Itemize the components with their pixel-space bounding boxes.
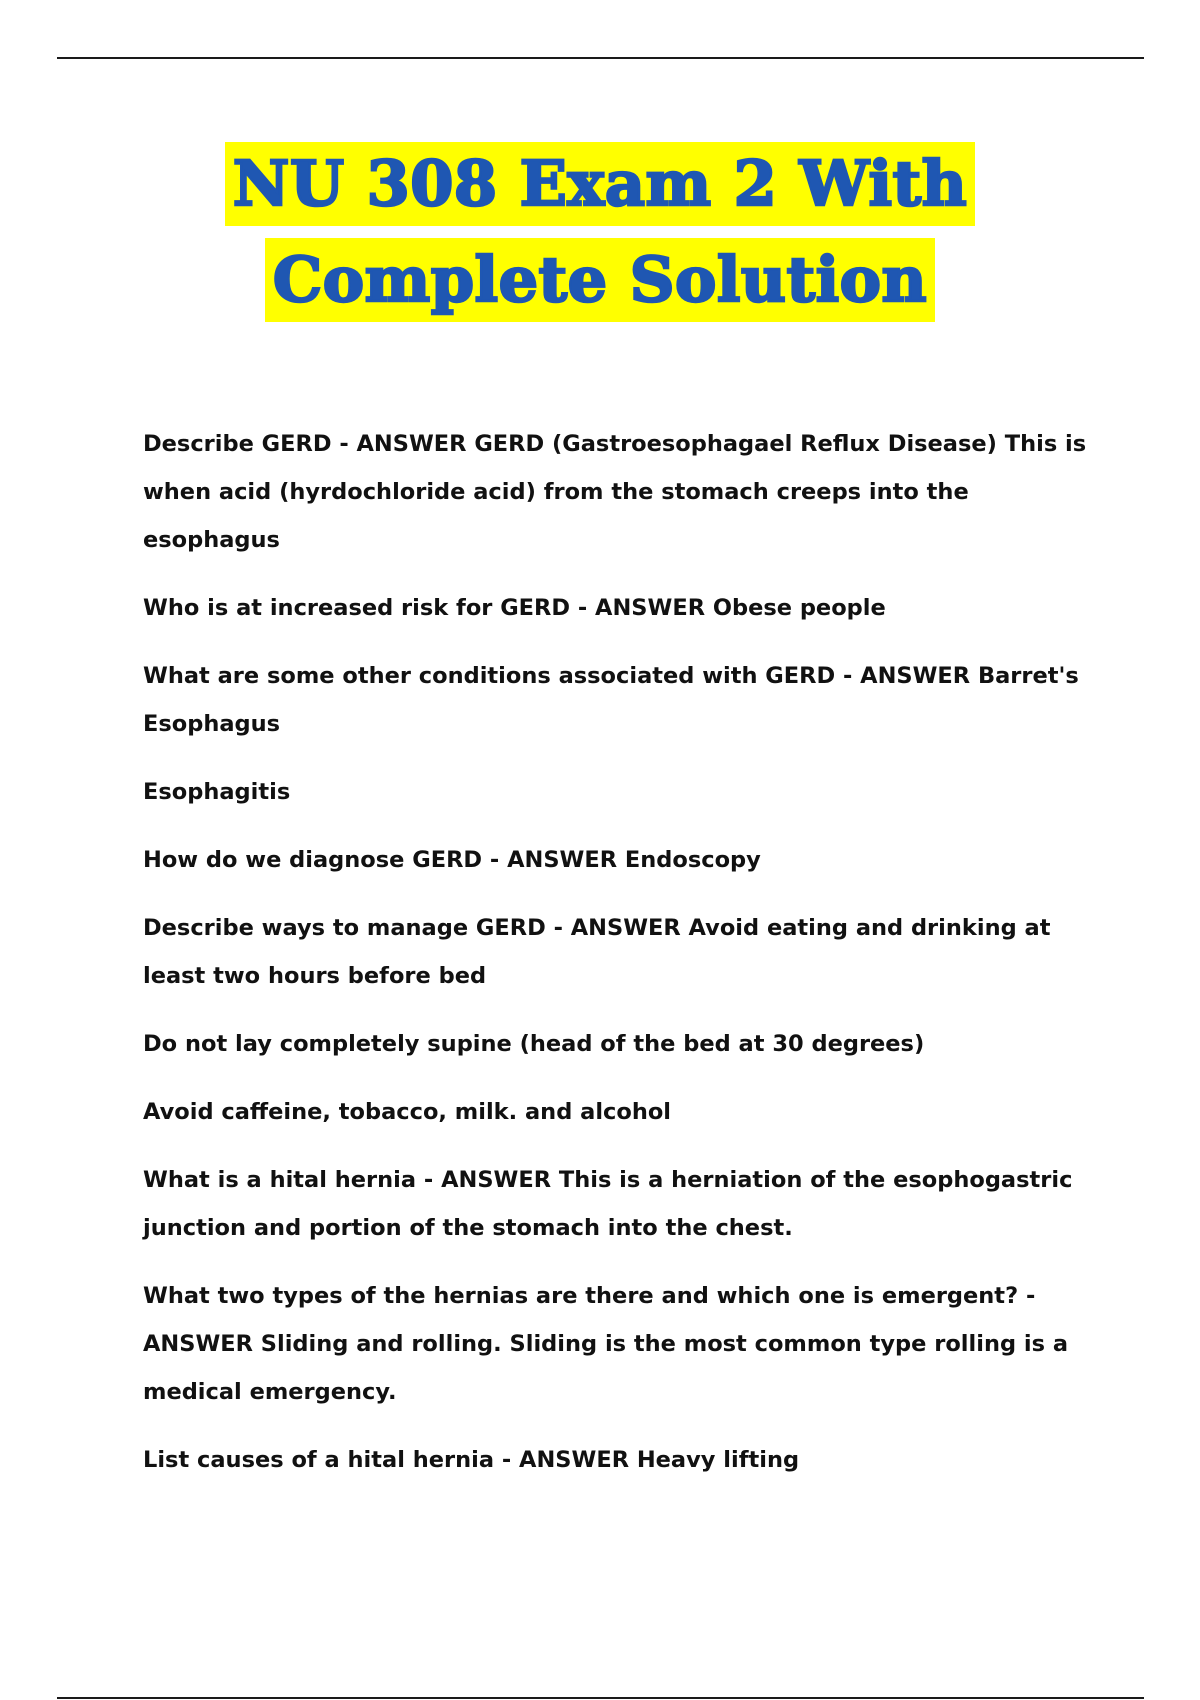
bottom-rule bbox=[57, 1697, 1144, 1699]
qa-paragraph-5: How do we diagnose GERD - ANSWER Endoscopy bbox=[143, 847, 761, 873]
qa-paragraph-2: Who is at increased risk for GERD - ANSWER Obese people bbox=[143, 595, 886, 621]
title-line-2: Complete Solution bbox=[265, 238, 935, 322]
qa-paragraph-10: What two types of the hernias are there and which one is emergent? - ANSWER Sliding and rolling. Sliding is the most common type rolling is a medical emergency. bbox=[143, 1283, 1069, 1405]
qa-paragraph-11: List causes of a hital hernia - ANSWER Heavy lifting bbox=[143, 1447, 800, 1473]
qa-paragraph-9: What is a hital hernia - ANSWER This is a herniation of the esophogastric junction and portion of the stomach into the chest. bbox=[143, 1167, 1073, 1241]
title-line-1: NU 308 Exam 2 With bbox=[225, 142, 975, 226]
qa-paragraph-7: Do not lay completely supine (head of the bed at 30 degrees) bbox=[143, 1031, 925, 1057]
qa-paragraph-6: Describe ways to manage GERD - ANSWER Avoid eating and drinking at least two hours before bed bbox=[143, 915, 1051, 989]
qa-content bbox=[143, 420, 1103, 1504]
qa-paragraph-4: Esophagitis bbox=[143, 779, 291, 805]
document-title bbox=[0, 142, 1200, 322]
qa-paragraph-1: Describe GERD - ANSWER GERD (Gastroesophagael Reflux Disease) This is when acid (hyrdochloride acid) from the stomach creeps into the esophagus bbox=[143, 431, 1087, 553]
top-rule bbox=[57, 57, 1144, 59]
qa-paragraph-3: What are some other conditions associated with GERD - ANSWER Barret's Esophagus bbox=[143, 663, 1079, 737]
qa-paragraph-8: Avoid caffeine, tobacco, milk. and alcohol bbox=[143, 1099, 672, 1125]
